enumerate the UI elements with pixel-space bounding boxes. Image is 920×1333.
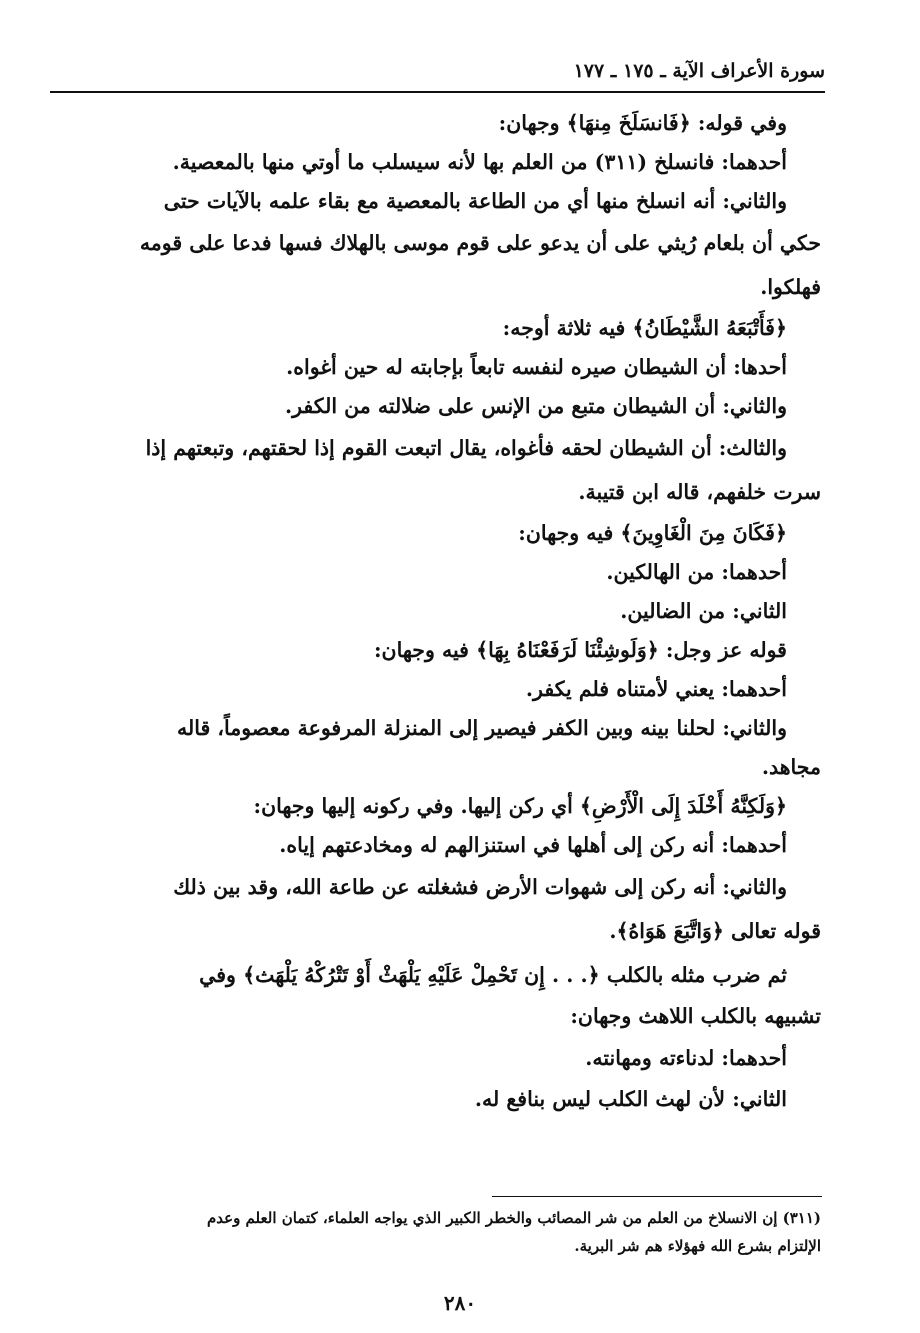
text-line: أحدهما: من الهالكين. <box>606 560 787 584</box>
text-line: والثاني: لحلنا بينه وبين الكفر فيصير إلى المنزلة المرفوعة معصوماً، قاله <box>176 716 787 740</box>
main-text <box>58 104 821 1119</box>
running-title: سورة الأعراف الآية ـ ١٧٥ ـ ١٧٧ <box>573 60 825 82</box>
page-header <box>50 54 825 88</box>
text-line: أحدهما: فانسلخ (٣١١) من العلم بها لأنه سيسلب ما أوتي منها بالمعصية. <box>172 150 787 174</box>
text-line: ﴿فَأَتْبَعَهُ الشَّيْطَانُ﴾ فيه ثلاثة أوجه: <box>502 316 787 340</box>
text-line: قوله عز وجل: ﴿وَلَوشِئْنَا لَرَفَعْنَاهُ بِهَا﴾ فيه وجهان: <box>373 638 787 662</box>
text-line: حكي أن بلعام رُيثي على أن يدعو على قوم موسى بالهلاك فسها فدعا على قومه <box>139 231 821 255</box>
footnote-rule <box>492 1196 822 1197</box>
text-line: أحدها: أن الشيطان صيره لنفسه تابعاً بإجابته له حين أغواه. <box>286 355 787 379</box>
text-line: والثاني: أنه ركن إلى شهوات الأرض فشغلته عن طاعة الله، وقد بين ذلك <box>173 875 787 899</box>
text-line: أحدهما: أنه ركن إلى أهلها في استنزالهم له ومخادعتهم إياه. <box>279 833 787 857</box>
text-line: الثاني: من الضالين. <box>620 599 787 623</box>
footnotes <box>58 1204 821 1260</box>
text-line: أحدهما: يعني لأمتناه فلم يكفر. <box>525 677 787 701</box>
text-line: مجاهد. <box>761 755 821 779</box>
text-line: فهلكوا. <box>760 275 821 299</box>
text-line: ثم ضرب مثله بالكلب ﴿. . . إِن تَحْمِلْ عَلَيْهِ يَلْهَثْ أَوْ تَتْرُكْهُ يَلْهَث﴾ وفي <box>199 963 787 987</box>
header-rule <box>50 91 825 93</box>
footnote-line: الإلتزام بشرع الله فهؤلاء هم شر البرية. <box>574 1237 821 1255</box>
text-line: الثاني: لأن لهث الكلب ليس بنافع له. <box>474 1087 787 1111</box>
text-line: أحدهما: لدناءته ومهانته. <box>585 1046 787 1070</box>
text-line: تشبيهه بالكلب اللاهث وجهان: <box>570 1004 821 1028</box>
text-line: والثاني: أنه انسلخ منها أي من الطاعة بالمعصية مع بقاء علمه بالآيات حتى <box>163 189 787 213</box>
text-line: والثاني: أن الشيطان متبع من الإنس على ضلالته من الكفر. <box>284 394 787 418</box>
text-line: قوله تعالى ﴿وَاتَّبَعَ هَوَاهُ﴾. <box>609 919 821 943</box>
text-line: والثالث: أن الشيطان لحقه فأغواه، يقال اتبعت القوم إذا لحقتهم، وتبعتهم إذا <box>145 436 787 460</box>
text-line: ﴿فَكَانَ مِنَ الْغَاوِينَ﴾ فيه وجهان: <box>518 521 787 545</box>
page-number: ٢٨٠ <box>443 1291 477 1315</box>
text-line: وفي قوله: ﴿فَانسَلَخَ مِنهَا﴾ وجهان: <box>498 111 787 135</box>
footnote-line: (٣١١) إن الانسلاخ من العلم من شر المصائب والخطر الكبير الذي يواجه العلماء، كتمان العلم وعدم <box>206 1209 821 1227</box>
text-line: سرت خلفهم، قاله ابن قتيبة. <box>578 480 821 504</box>
text-line: ﴿وَلَكِنَّهُ أَخْلَدَ إِلَى الْأَرْضِ﴾ أي ركن إليها. وفي ركونه إليها وجهان: <box>253 794 787 818</box>
